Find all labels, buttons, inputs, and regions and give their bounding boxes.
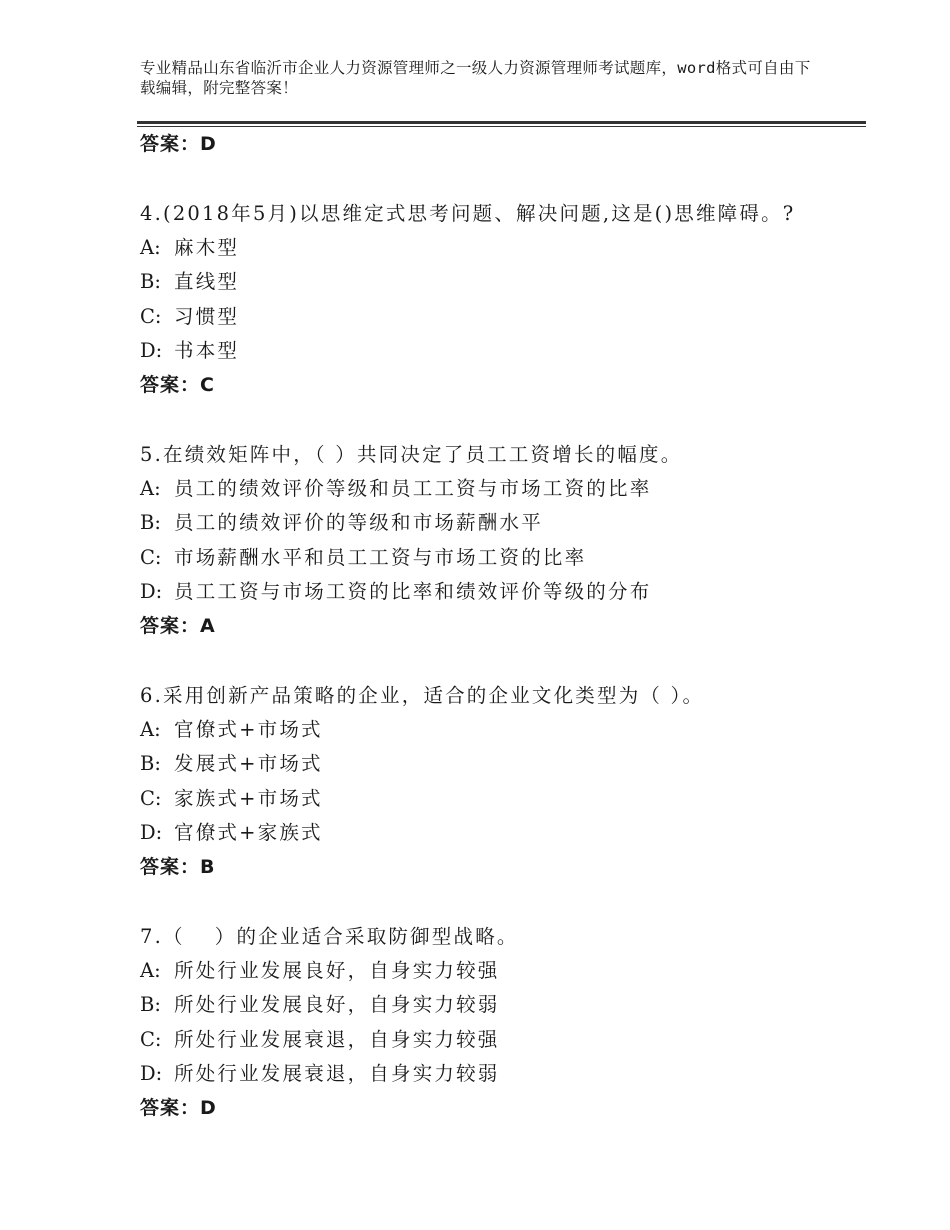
option-text: 所处行业发展衰退，自身实力较弱 [174,1061,500,1085]
option-text: 直线型 [174,270,240,294]
option-b [140,747,850,781]
question-stem: 4.(2018年5月)以思维定式思考问题、解决问题,这是()思维障碍。? [140,202,796,225]
option-d [140,334,850,368]
option-text: 所处行业发展良好，自身实力较强 [174,959,500,983]
option-text: 发展式+市场式 [174,752,323,776]
answer-line: 答案：A [140,615,216,638]
option-key: C: [140,786,162,810]
option-text: 官僚式+市场式 [174,718,323,742]
option-a [140,231,850,265]
option-key: C: [140,1027,162,1051]
option-text: 市场薪酬水平和员工工资与市场工资的比率 [174,545,587,569]
option-a [140,954,850,988]
option-a [140,713,850,747]
option-text: 所处行业发展良好，自身实力较弱 [174,993,500,1017]
question-block [140,679,850,884]
question-block [140,438,850,643]
option-key: B: [140,993,161,1017]
option-a [140,472,850,506]
option-key: C: [140,545,162,569]
question-block [140,197,850,402]
option-key: A: [140,718,161,742]
question-stem: 7.（ ）的企业适合采取防御型战略。 [140,925,519,949]
option-text: 员工的绩效评价的等级和市场薪酬水平 [174,511,543,535]
option-key: C: [140,304,162,328]
option-d [140,816,850,850]
question-block [140,920,850,1125]
option-key: D: [140,1061,163,1085]
answer-line: 答案：D [140,1097,217,1120]
option-key: B: [140,752,161,776]
option-b [140,265,850,299]
header-divider-thick [137,121,866,124]
option-key: B: [140,511,161,535]
option-c [140,541,850,575]
option-d [140,575,850,609]
option-text: 家族式+市场式 [174,786,323,810]
option-key: D: [140,579,163,603]
option-text: 习惯型 [174,304,240,328]
answer-line: 答案：D [140,133,217,155]
answer-line: 答案：B [140,856,216,879]
option-text: 员工的绩效评价等级和员工工资与市场工资的比率 [174,477,652,501]
option-key: A: [140,477,161,501]
option-text: 书本型 [174,338,240,362]
document-header: 专业精品山东省临沂市企业人力资源管理师之一级人力资源管理师考试题库，word格式可自由下载编辑，附完整答案！ [140,59,811,97]
option-text: 员工工资与市场工资的比率和绩效评价等级的分布 [174,579,652,603]
question-stem: 6.采用创新产品策略的企业，适合的企业文化类型为（ ）。 [140,684,705,708]
option-key: D: [140,338,163,362]
option-c [140,1023,850,1057]
option-key: D: [140,820,163,844]
option-text: 官僚式+家族式 [174,820,323,844]
option-b [140,988,850,1022]
option-d [140,1057,850,1091]
question-stem: 5.在绩效矩阵中，（ ）共同决定了员工工资增长的幅度。 [140,443,683,467]
option-text: 麻木型 [174,236,240,260]
option-key: B: [140,270,161,294]
answer-line: 答案：C [140,374,215,397]
option-text: 所处行业发展衰退，自身实力较强 [174,1027,500,1051]
option-key: A: [140,959,161,983]
option-c [140,300,850,334]
option-key: A: [140,236,161,260]
option-b [140,506,850,540]
option-c [140,782,850,816]
question-list [140,126,850,1125]
